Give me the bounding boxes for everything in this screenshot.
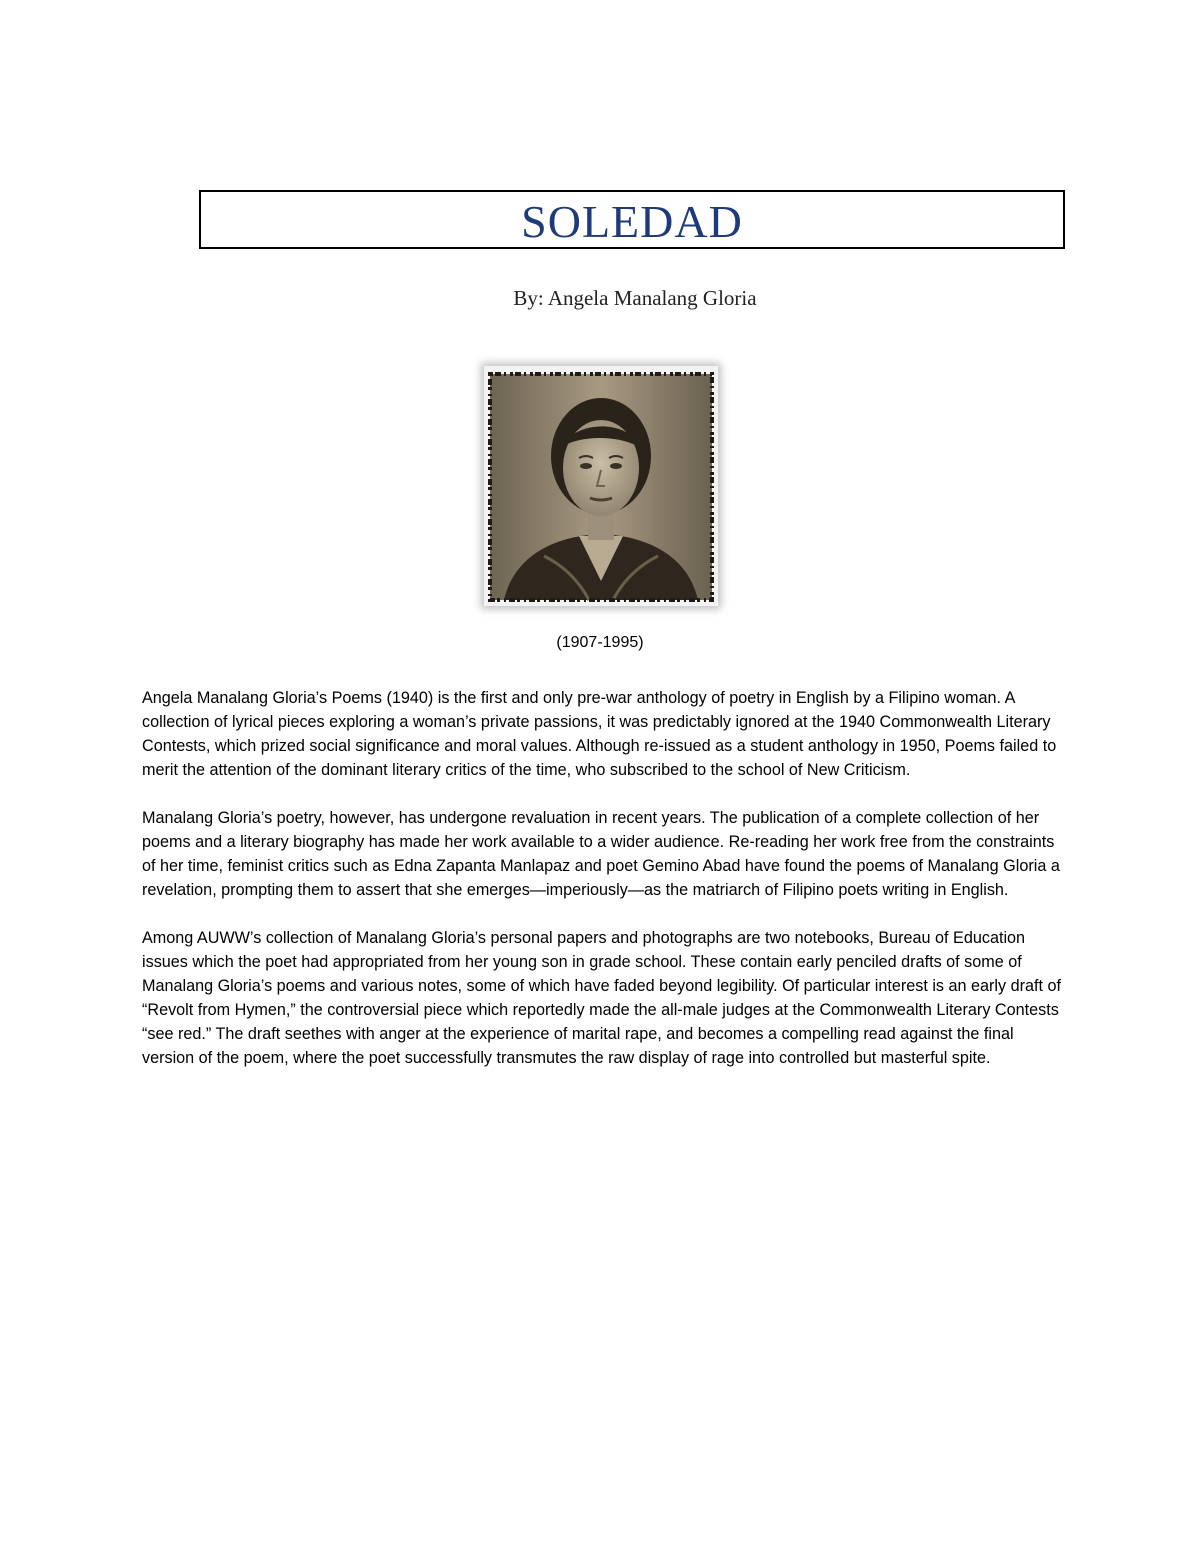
paragraph-1: Angela Manalang Gloria’s Poems (1940) is the first and only pre-war anthology of poetry in English by a Filipino woman. A collection of lyrical pieces exploring a woman’s private passions, it was predictably ignored at the 1940 Commonwealth Literary Contests, which prized social significance and moral values. Although re-issued as a student anthology in 1950, Poems failed to merit the attention of the dominant literary critics of the time, who subscribed to the school of New Criticism. [142,689,1057,779]
author-portrait [484,366,718,606]
paragraph-3: Among AUWW’s collection of Manalang Gloria’s personal papers and photographs are two notebooks, Bureau of Education issues which the poet had appropriated from her young son in grade school. These contain early penciled drafts of some of Manalang Gloria’s poems and various notes, some of which have faded beyond legibility. Of particular interest is an early draft of “Revolt from Hymen,” the controversial piece which reportedly made the all-male judges at the Commonwealth Literary Contests “see red.” The draft seethes with anger at the experience of marital rape, and becomes a compelling read against the final version of the poem, where the poet successfully transmutes the raw display of rage into controlled but masterful spite. [142,929,1061,1067]
portrait-photo [484,366,718,606]
paragraph-2: Manalang Gloria’s poetry, however, has undergone revaluation in recent years. The publication of a complete collection of her poems and a literary biography has made her work available to a wider audience. Re-reading her work free from the constraints of her time, feminist critics such as Edna Zapanta Manlapaz and poet Gemino Abad have found the poems of Manalang Gloria a revelation, prompting them to assert that she emerges—imperiously—as the matriarch of Filipino poets writing in English. [142,809,1060,899]
life-dates: (1907-1995) [556,634,644,651]
body-text [142,686,1062,1094]
author-byline: By: Angela Manalang Gloria [513,286,757,310]
title-box [199,190,1065,249]
page-title: SOLEDAD [521,195,743,247]
